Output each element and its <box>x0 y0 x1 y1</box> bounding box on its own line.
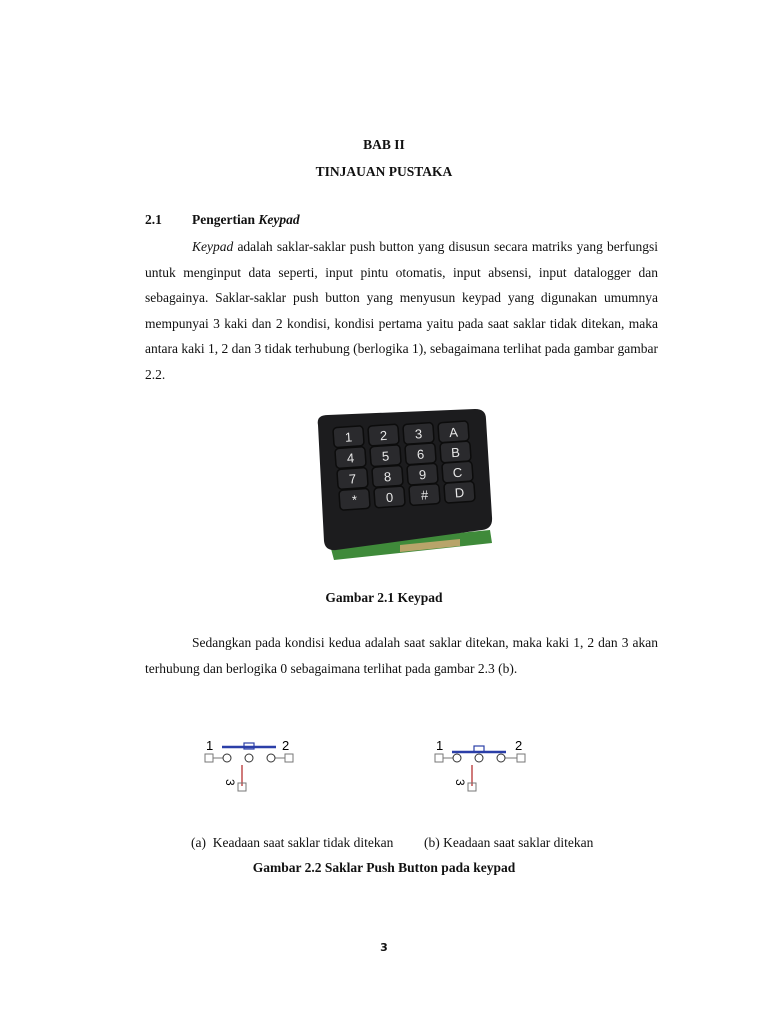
switch-diagram-pressed <box>430 735 530 795</box>
keypad-key-label: C <box>452 464 463 481</box>
switch-b-pin-1: 1 <box>436 738 444 753</box>
keypad-key-label: 1 <box>344 429 353 445</box>
keypad-key-5 <box>370 445 401 467</box>
paragraph-keypad-definition <box>145 234 658 387</box>
switch-a-contact-1 <box>223 754 231 762</box>
chapter-number: BAB II <box>363 137 405 152</box>
switch-a-terminal-2 <box>285 754 293 762</box>
keypad-key-2 <box>368 424 399 446</box>
keypad-key-label: A <box>448 424 459 441</box>
switch-a-pin-2: 2 <box>282 738 290 753</box>
keypad-key-label: 9 <box>418 466 427 483</box>
chapter-title: TINJAUAN PUSTAKA <box>315 164 453 179</box>
keypad-key-label: D <box>454 484 465 501</box>
keypad-key-label: 5 <box>381 448 390 464</box>
switch-diagram-open <box>200 735 300 795</box>
switch-b-pin-3: 3 <box>453 779 467 786</box>
keypad-key-label: 8 <box>383 469 392 485</box>
keypad-key-hash <box>409 484 440 506</box>
keypad-key-label: 4 <box>346 450 355 466</box>
switch-b-contact-2 <box>497 754 505 762</box>
section-title-italic: Keypad <box>258 212 300 227</box>
keypad-key-4 <box>335 447 366 469</box>
keypad-key-label: 0 <box>385 489 394 506</box>
paragraph-body: adalah saklar-saklar push button yang disusun secara matriks yang berfungsi untuk menginput data seperti, input pintu otomatis, input absensi, input datalogger dan sebagainya. Saklar-saklar push button yang menyusun keypad yang digunakan umumnya mempunyai 3 kaki dan 2 kondisi, kondisi pertama yaitu pada saat saklar tidak ditekan, maka antara kaki 1, 2 dan 3 tidak terhubung (berlogika 1), sebagaimana terlihat pada gambar gambar 2.2. <box>145 239 658 382</box>
keypad-key-label: 2 <box>379 427 388 444</box>
switch-a-pin-1: 1 <box>206 738 214 753</box>
switch-b-contact-1 <box>453 754 461 762</box>
switch-b-pin-2: 2 <box>515 738 523 753</box>
keypad-key-a <box>438 421 469 443</box>
keypad-key-8 <box>372 465 403 487</box>
paragraph-body-2: Sedangkan pada kondisi kedua adalah saat saklar ditekan, maka kaki 1, 2 dan 3 akan terhubung dan berlogika 0 sebagaimana terlihat pada gambar 2.3 (b). <box>145 635 658 676</box>
switch-b-terminal-2 <box>517 754 525 762</box>
keypad-key-label: * <box>351 492 358 508</box>
figure-1-caption: Gambar 2.1 Keypad <box>325 590 443 605</box>
switch-a-contact-2 <box>267 754 275 762</box>
keypad-photo <box>300 405 500 575</box>
subcaption-b: (b) Keadaan saat saklar ditekan <box>424 835 594 850</box>
paragraph-pressed-state <box>145 630 658 681</box>
keypad-key-3 <box>403 422 434 444</box>
switch-a-terminal-1 <box>205 754 213 762</box>
keypad-key-label: 3 <box>414 426 423 442</box>
keypad-key-c <box>442 461 473 483</box>
keypad-key-star <box>339 488 370 510</box>
figure-2-caption: Gambar 2.2 Saklar Push Button pada keypad <box>252 860 516 875</box>
keypad-key-label: # <box>420 487 429 503</box>
keypad-key-0 <box>374 486 405 508</box>
keypad-key-1 <box>333 426 364 448</box>
keypad-key-b <box>440 441 471 463</box>
keypad-key-9 <box>407 463 438 485</box>
section-title <box>192 212 300 228</box>
section-title-plain: Pengertian <box>192 212 259 227</box>
subcaption-a: (a) Keadaan saat saklar tidak ditekan <box>191 835 394 850</box>
keypad-key-7 <box>337 467 368 489</box>
keypad-key-label: 6 <box>416 446 425 463</box>
switch-a-pin-3: 3 <box>223 779 237 786</box>
keypad-key-6 <box>405 443 436 465</box>
switch-b-terminal-1 <box>435 754 443 762</box>
paragraph-lead-term: Keypad <box>192 239 234 254</box>
switch-a-contact-3 <box>245 754 253 762</box>
keypad-key-d <box>444 481 475 503</box>
keypad-key-label: B <box>450 444 461 461</box>
switch-b-contact-3 <box>475 754 483 762</box>
section-number: 2.1 <box>145 212 162 227</box>
page-number: 3 <box>380 941 388 954</box>
keypad-key-label: 7 <box>348 471 357 487</box>
